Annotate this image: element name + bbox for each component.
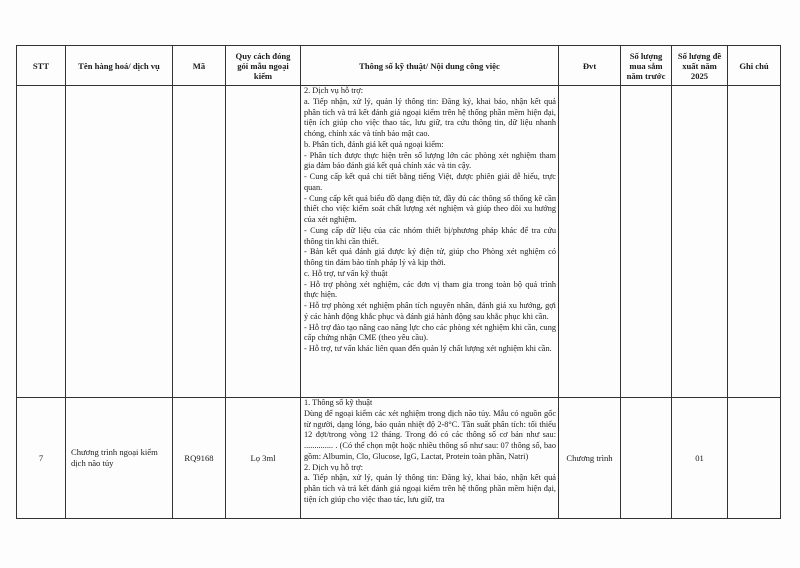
header-stt: STT: [17, 46, 66, 86]
margin-stamp-marks: [788, 190, 800, 270]
header-proposed-qty: Số lượng đề xuất năm 2025: [672, 46, 728, 86]
cell-note: [728, 86, 781, 398]
cell-packaging: [226, 86, 301, 398]
spec-line: - Hỗ trợ phòng xét nghiệm, các đơn vị tham gia trong toàn bộ quá trình thực hiện.: [304, 279, 556, 300]
spec-line: - Cung cấp kết quả biểu đồ dạng điện tử, đầy đủ các thông số thống kê cần thiết cho việc kiểm soát chất lượng xét nghiệm và giúp theo dõi xu hướng của xét nghiệm.: [304, 193, 556, 224]
cell-code: RQ9168: [173, 398, 226, 519]
spec-line: 2. Dịch vụ hỗ trợ:: [304, 86, 364, 95]
cell-spec: [301, 398, 559, 519]
cell-proposed-qty: [672, 86, 728, 398]
header-note: Ghi chú: [728, 46, 781, 86]
spec-line: - Hỗ trợ, tư vấn khác liên quan đến quản lý chất lượng xét nghiệm khi cần.: [304, 344, 552, 353]
cell-spec: [301, 86, 559, 398]
spec-line: 1. Thông số kỹ thuật: [304, 398, 373, 407]
cell-prev-qty: [621, 86, 672, 398]
cell-note: [728, 398, 781, 519]
cell-unit: Chương trình: [559, 398, 621, 519]
header-code: Mã: [173, 46, 226, 86]
spec-line: - Hỗ trợ đào tạo nâng cao năng lực cho các phòng xét nghiệm khi cần, cung cấp chứng nhận CME (theo yêu cầu).: [304, 322, 556, 343]
spec-line: - Cung cấp kết quả chi tiết bằng tiếng Việt, được phiên giải dễ hiểu, trực quan.: [304, 172, 556, 192]
spec-line: a. Tiếp nhận, xử lý, quản lý thông tin: Đăng ký, khai báo, nhận kết quả phân tích và trả kết đánh giá ngoại kiểm trên hệ thống phần mềm hiện đại, tiện ích giúp cho việc thao tác, lưu giữ, tra: [304, 473, 556, 504]
header-row: [17, 46, 781, 86]
spec-line: b. Phân tích, đánh giá kết quả ngoại kiểm:: [304, 139, 444, 149]
specification-table: [16, 45, 781, 519]
cell-item-name: Chương trình ngoại kiểm dịch não tủy: [66, 398, 173, 519]
header-packaging: Quy cách đóng gói mẫu ngoại kiểm: [226, 46, 301, 86]
spec-line: - Bản kết quả đánh giá được ký điện tử, giúp cho Phòng xét nghiệm có thông tin đảm bảo tính pháp lý và kịp thời.: [304, 247, 556, 267]
spec-line: - Cung cấp dữ liệu của các nhóm thiết bị/phương pháp khác để tra cứu thông tin khi cần thiết.: [304, 225, 556, 246]
cell-stt: [17, 86, 66, 398]
spec-line: 2. Dịch vụ hỗ trợ:: [304, 462, 364, 472]
cell-item-name: [66, 86, 173, 398]
header-spec: Thông số kỹ thuật/ Nội dung công việc: [301, 46, 559, 86]
cell-code: [173, 86, 226, 398]
spec-line: a. Tiếp nhận, xử lý, quản lý thông tin: Đăng ký, khai báo, nhận kết quả phân tích và trả kết đánh giá ngoại kiểm trên hệ thống phần mềm hiện đại, tiện ích giúp cho việc thao tác, lưu giữ, tra cứu thông tin, dữ liệu nhanh chóng, chính xác và tính bảo mật cao.: [304, 96, 556, 138]
spec-line: - Phân tích được thực hiện trên số lượng lớn các phòng xét nghiệm tham gia đảm bảo đánh giá kết quả chính xác và tin cậy.: [304, 150, 556, 171]
header-unit: Đvt: [559, 46, 621, 86]
cell-packaging: Lọ 3ml: [226, 398, 301, 519]
header-prev-qty: Số lượng mua sắm năm trước: [621, 46, 672, 86]
header-item-name: Tên hàng hoá/ dịch vụ: [66, 46, 173, 86]
cell-proposed-qty: 01: [672, 398, 728, 519]
table-row: [17, 86, 781, 398]
spec-line: - Hỗ trợ phòng xét nghiệm phân tích nguyên nhân, đánh giá xu hướng, gợi ý các hành động khắc phục và đánh giá hành động sau khắc phục khi cần.: [304, 301, 556, 321]
table-row: [17, 398, 781, 519]
cell-prev-qty: [621, 398, 672, 519]
spec-line: Dùng để ngoại kiểm các xét nghiệm trong dịch não tủy. Mẫu có nguồn gốc từ người, dạng lỏng, bảo quản nhiệt độ 2-8°C. Tần suất phân tích: tối thiểu 12 đợt/trong vòng 12 tháng. Trong đó có các thông số cơ bản như sau: .............. . (Có thể chọn một hoặc nhiều thông số như sau: 07 thông số, bao gồm: Albumin, Clo, Glucose, IgG, Lactat, Protein toàn phần, Natri): [304, 408, 556, 461]
cell-stt: 7: [17, 398, 66, 519]
spec-line: c. Hỗ trợ, tư vấn kỹ thuật: [304, 268, 388, 278]
cell-unit: [559, 86, 621, 398]
